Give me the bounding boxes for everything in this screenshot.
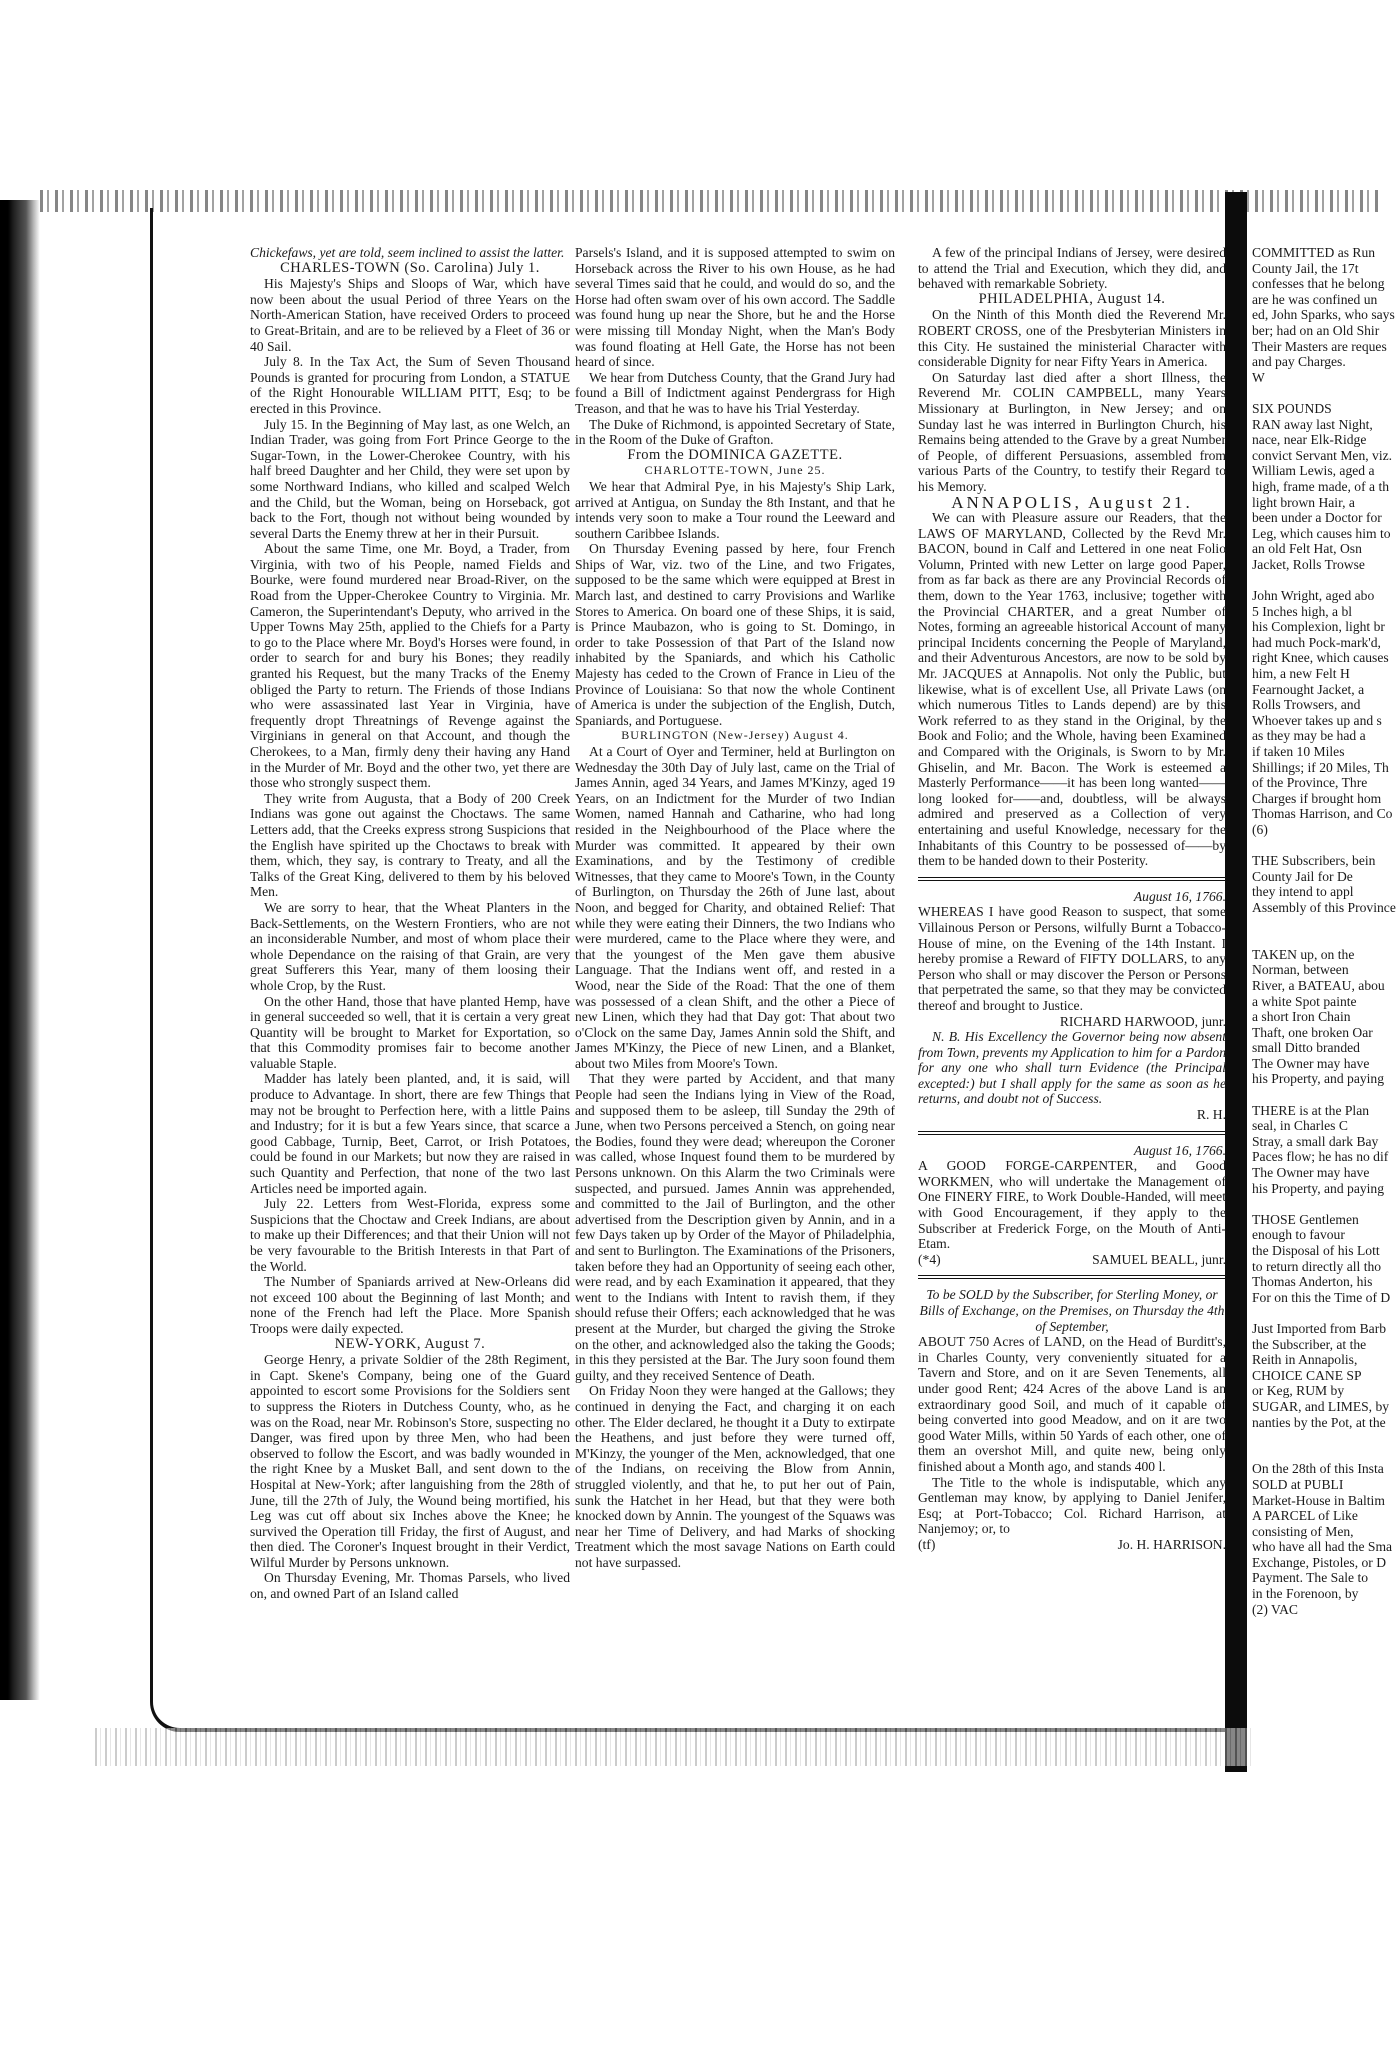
advert-mark: (tf) [918, 1536, 936, 1552]
column-4-line [1252, 1446, 1400, 1462]
column-1 [250, 245, 570, 1705]
column-4-line: his Property, and paying [1252, 1071, 1385, 1087]
page-binding-shadow [1225, 192, 1247, 1772]
column-4-line: who have all had the Sma [1252, 1539, 1393, 1555]
article-paragraph: Madder has lately been planted, and, it is said, will produce to Advantage. In short, there are few Things that may not be brought to Perfection here, with a little Pains and Industry; for it is but a few Years since, that scarce a good Cabbage, Turnip, Beet, Carrot, or Irish Potatoes, could be found in our Markets; but now they are raised in such Quantity and Perfection, that none of the two last Articles need be imported again. [250, 1071, 570, 1196]
column-4-line [1252, 1305, 1400, 1321]
advert-divider [918, 1131, 1226, 1135]
column-4-line: Jacket, Rolls Trowse [1252, 556, 1365, 572]
page-bottom-edge [95, 1728, 1255, 1766]
column-4-line: confesses that he belong [1252, 276, 1385, 292]
column-4-line: River, a BATEAU, abou [1252, 977, 1385, 993]
article-paragraph: About the same Time, one Mr. Boyd, a Trader, from Virginia, with two of his People, named Fields and Bourke, were found murdered near Broad-River, on the Road from the Upper-Cherokee Country to Virginia. Mr. Cameron, the Superintendant's Deputy, who arrived in the Upper Towns May 25th, applied to the Chiefs for a Party to go to the Place where Mr. Boyd's Horses were found, in order to search for and bury his Bones; they readily granted his Request, but the many Tracks of the Enemy obliged the Party to return. The Friends of those Indians who were assassinated last Year in Virginia, have frequently dropt Threatnings of Revenge against the Virginians in general on that Account, and though the Cherokees, to a Man, firmly deny their having any Hand in the Murder of Mr. Boyd and the other two, yet there are those who strongly suspect them. [250, 541, 570, 791]
advert-divider [918, 1275, 1226, 1279]
advert-signature: SAMUEL BEALL, junr. [1092, 1251, 1226, 1267]
advert-tobacco-house-reward: WHEREAS I have good Reason to suspect, that some Villainous Person or Persons, wilfully Burnt a Tobacco-House of mine, on the Evening of the 14th Instant. I hereby promise a Reward of FIFTY DOLLARS, to any Person who shall or may discover the Person or Persons that perpetrated the same, so that they may be convicted thereof and brought to Justice. [918, 904, 1226, 1013]
dateline-burlington: BURLINGTON (New-Jersey) August 4. [621, 728, 849, 743]
article-paragraph: July 8. In the Tax Act, the Sum of Seven Thousand Pounds is granted for procuring from London, a STATUE of the Right Honourable WILLIAM PITT, Esq; to be erected in this Province. [250, 354, 570, 416]
column-4-line: A PARCEL of Like [1252, 1508, 1358, 1524]
column-4-line: Whoever takes up and s [1252, 712, 1382, 728]
dateline-dominica-gazette: From the DOMINICA GAZETTE. [627, 446, 843, 463]
column-4-line: SIX POUNDS [1252, 400, 1332, 416]
column-4-line: SOLD at PUBLI [1252, 1476, 1344, 1492]
column-4-line: 5 Inches high, a bl [1252, 603, 1353, 619]
column-4-line: Payment. The Sale to [1252, 1570, 1369, 1586]
article-text: Chickefaws, yet are told, seem inclined to assist the latter. [250, 245, 565, 260]
dateline-charlotte-town: CHARLOTTE-TOWN, June 25. [644, 463, 826, 478]
column-4-line: TAKEN up, on the [1252, 946, 1355, 962]
article-paragraph: Parsels's Island, and it is supposed attempted to swim on Horseback across the River to his own House, as he had several Times said that he could, and would do so, and the Horse had often swam over of his own accord. The Saddle was found hung up near the Shore, but he and the Horse were missing till Monday Night, when the Man's Body was found floating at Hell Gate, the Horse has not been heard of since. [575, 245, 895, 370]
column-4-line: THE Subscribers, bein [1252, 853, 1376, 869]
column-4-line [1252, 1196, 1400, 1212]
article-paragraph: His Majesty's Ships and Sloops of War, which have now been about the usual Period of three Years on the North-American Station, have received Orders to proceed to Great-Britain, and are to be relieved by a Fleet of 36 or 40 Sail. [250, 276, 570, 354]
article-paragraph: We are sorry to hear, that the Wheat Planters in the Back-Settlements, on the Western Frontiers, who are not an inconsiderable Number, and most of whom place their whole Dependance on the raising of that Grain, are very great Sufferers this Year, many of them loosing their whole Crop, by the Rust. [250, 899, 570, 993]
column-4-line: RAN away last Night, [1252, 416, 1373, 432]
advert-nota-bene: N. B. His Excellency the Governor being now absent from Town, prevents my Application to him for a Pardon for any one who shall turn Evidence (the Principal excepted:) but I shall apply for the same as soon as he returns, and doubt not of Success. [918, 1029, 1226, 1107]
column-4-line: William Lewis, aged a [1252, 463, 1375, 479]
column-4-line: Leg, which causes him to [1252, 525, 1391, 541]
column-4-line: Charges if brought hom [1252, 790, 1382, 806]
column-4-line: or Keg, RUM by [1252, 1383, 1345, 1399]
advert-land-sale: ABOUT 750 Acres of LAND, on the Head of Burditt's, in Charles County, very conveniently situated for a Tavern and Store, and on it are Seven Tenements, all under good Rent; 424 Acres of the above Land is an extraordinary good Soil, and much of it capable of being converted into good Meadow, and on it are two good Water Mills, within 50 Yards of each other, one of them an overshot Mill, and quite new, being only finished about a Month ago, and stands 400 l. [918, 1334, 1226, 1474]
column-4-line: small Ditto branded [1252, 1040, 1360, 1056]
article-paragraph: On Thursday Evening passed by here, four French Ships of War, viz. two of the Line, and two Frigates, supposed to be the same which were equipped at Brest in March last, and destined to carry Provisions and Warlike Stores to America. On board one of these Ships, it is said, is Prince Maubazon, who is going to St. Domingo, in order to take Possession of that Part of the Island now inhabited by the Spaniards, and which his Catholic Majesty has ceded to the Crown of France in Lieu of the Province of Louisiana: So that now the whole Continent of America is under the subjection of the English, Dutch, Spaniards, and Portuguese. [575, 541, 895, 728]
advert-initials: R. H. [1196, 1107, 1226, 1123]
column-4-line: him, a new Felt H [1252, 666, 1350, 682]
column-4-line: John Wright, aged abo [1252, 588, 1375, 604]
column-4-line: an old Felt Hat, Osn [1252, 541, 1362, 557]
advert-land-sale-title: The Title to the whole is indisputable, which any Gentleman may know, by applying to Daniel Jenifer, Esq; at Port-Tobacco; Col. Richard Harrison, at Nanjemoy; or, to [918, 1474, 1226, 1537]
column-4-line: the Disposal of his Lott [1252, 1243, 1380, 1258]
column-2 [575, 245, 895, 1705]
column-4-line: Assembly of this Province [1252, 899, 1396, 915]
column-4-line: Market-House in Baltim [1252, 1492, 1385, 1508]
column-4-line [1252, 916, 1400, 932]
article-paragraph: We hear that Admiral Pye, in his Majesty's Ship Lark, arrived at Antigua, on Sunday the 8th Instant, and that he intends very soon to make a Tour round the Leeward and southern Caribbee Islands. [575, 478, 895, 541]
column-4-line: Fearnought Jacket, a [1252, 681, 1365, 697]
advert-date: August 16, 1766. [1133, 1142, 1226, 1158]
article-paragraph: July 22. Letters from West-Florida, express some Suspicions that the Choctaw and Creek Indians, are about to make up their Differences; and that their Union will not be very favourable to the British Interests in that Part of the World. [250, 1196, 570, 1274]
column-4-line: enough to favour [1252, 1227, 1345, 1243]
article-paragraph: At a Court of Oyer and Terminer, held at Burlington on Wednesday the 30th Day of July last, came on the Trial of James Annin, aged 34 Years, and James M'Kinzy, aged 19 Years, on an Indictment for the Murder of two Indian Women, named Hannah and Catharine, who had long resided in the Neighbourhood of the Place where the Murder was committed. It appeared by their own Examinations, and by the Testimony of credible Witnesses, that they came to Moore's Town, in the County of Burlington, on Thursday the 26th of June last, about Noon, and begged for Charity, and obtained Relief: That while they were eating their Dinners, the two Indians who were murdered, came to the Place where they were, and that the youngest of the Men gave them abusive Language. That the Indians went off, and rested in a Wood, near the Side of the Road: That the one of them was possessed of a clean Shift, and the other a Piece of new Linen, which they had that Day got: That about two o'Clock on the same Day, James Annin sold the Shift, and James M'Kinzy, the Piece of new Linen, and a Blanket, about two Miles from Moore's Town. [575, 744, 895, 1071]
dateline-new-york: NEW-YORK, August 7. [334, 1335, 486, 1352]
column-4-line: a short Iron Chain [1252, 1009, 1351, 1025]
column-4-line: nace, near Elk-Ridge [1252, 432, 1367, 448]
column-4-cropped [1252, 245, 1400, 1705]
column-4-line: are he was confined un [1252, 291, 1378, 307]
article-paragraph: On Friday Noon they were hanged at the Gallows; they continued in denying the Fact, and charging it on each other. The Elder declared, he thought it a Duty to extirpate the Heathens, and just before they were turned off, M'Kinzy, the younger of the Men, acknowledged, that one of the Indians, on receiving the Blow from Annin, struggled violently, and that he, to put her out of Pain, sunk the Hatchet in her Head, but that they were both knocked down by Annin. The youngest of the Squaws was near her Time of Delivery, and had Marks of shocking Treatment which the most savage Nations on Earth could not have surpassed. [575, 1383, 895, 1570]
column-4-line: his Property, and paying [1252, 1180, 1385, 1196]
column-4-line [1252, 385, 1400, 401]
column-4-line [1252, 1430, 1400, 1446]
scan-left-edge [0, 200, 40, 1700]
article-paragraph: We can with Pleasure assure our Readers, that the LAWS OF MARYLAND, Collected by the Revd Mr. BACON, bound in Calf and Lettered in one neat Folio Volumn, Printed with new Letter on large good Paper, from as far back as there are any Provincial Records of them, down to the Year 1763, inclusive; together with the Provincial CHARTER, and a great Number of Notes, forming an agreeable historical Account of many principal Incidents concerning the People of Maryland, and their Adventurous Ancestors, are now to be sold by Mr. JACQUES at Annapolis. Not only the Public, but likewise, what is of excellent Use, all Private Laws (on which numerous Titles to Lands depend) are by this Work referred to as they stand in the Original, by the Book and Folio; and the Whole, having been Examined and Compared with the Originals, is Sworn to by Mr. Ghiselin, and Mr. Bacon. The Work is esteemed a Masterly Performance——it has been long wanted——long looked for——and, doubtless, will be always admired and preserved as a Collection of very entertaining and useful Knowledge, necessary for the Inhabitants of this Country to be possessed of——by them to be handed down to their Posterity. [918, 510, 1226, 869]
column-4-line: Exchange, Pistoles, or D [1252, 1554, 1387, 1570]
article-paragraph: On the other Hand, those that have planted Hemp, have in general succeeded so well, that it is certain a very great Quantity will be brought to Market for Exportation, so that this Commodity promises fair to become another valuable Staple. [250, 993, 570, 1071]
column-4-line: On the 28th of this Insta [1252, 1461, 1384, 1477]
column-4-line: Reith in Annapolis, [1252, 1352, 1358, 1368]
column-4-line: THOSE Gentlemen [1252, 1211, 1359, 1227]
advert-divider [918, 877, 1226, 881]
advert-signature-line [918, 1537, 1226, 1553]
column-4-line: Norman, between [1252, 962, 1349, 978]
column-4-line: consisting of Men, [1252, 1523, 1354, 1539]
article-paragraph: The Duke of Richmond, is appointed Secretary of State, in the Room of the Duke of Grafton. [575, 416, 895, 448]
column-4-line: been under a Doctor for [1252, 510, 1382, 526]
advert-signature: Jo. H. HARRISON. [1117, 1536, 1226, 1552]
column-4-line: Just Imported from Barb [1252, 1320, 1387, 1336]
column-4-line: The Owner may have [1252, 1165, 1370, 1181]
column-4-line: The Owner may have [1252, 1055, 1370, 1071]
column-4-line: For on this the Time of D [1252, 1289, 1391, 1305]
article-paragraph: On the Ninth of this Month died the Reverend Mr. ROBERT CROSS, one of the Presbyterian Ministers in this City. He sustained the ministerial Character with considerable Dignity for near Fifty Years in America. [918, 307, 1226, 370]
column-4-line: (6) [1252, 821, 1268, 837]
article-paragraph: That they were parted by Accident, and that many People had seen the Indians lying in View of the Road, and supposed them to be asleep, till Sunday the 29th of June, when two Persons perceived a Stench, on going near the Bodies, found they were dead; whereupon the Coroner was called, whose Inquest found them to be murdered by Persons unknown. On this Alarm the two Criminals were suspected, and pursued. James Annin was apprehended, and committed to the Jail of Burlington, and the other advertised from the Description given by Annin, and in a few Days taken up by Order of the Mayor of Philadelphia, and sent to Burlington. The Examinations of the Prisoners, taken before they had an Opportunity of seeing each other, were read, and by each Examination it appeared, that they went to the Indians with Intent to ravish them, if they should refuse their Offers; each acknowledged that he was present at the Murder, but charged the giving the Stroke on the other, and acknowledged also the taking the Goods; in this they persisted at the Bar. The Jury soon found them guilty, and they received Sentence of Death. [575, 1071, 895, 1383]
article-paragraph: A few of the principal Indians of Jersey, were desired to attend the Trial and Execution, which they did, and behaved with remarkable Sobriety. [918, 245, 1226, 292]
column-4-line: a white Spot painte [1252, 993, 1357, 1009]
article-paragraph: On Thursday Evening, Mr. Thomas Parsels, who lived on, and owned Part of an Island called [250, 1570, 570, 1602]
dateline-charles-town: CHARLES-TOWN (So. Carolina) July 1. [280, 259, 540, 276]
column-4-line: to return directly all tho [1252, 1258, 1382, 1274]
column-4-line: ber; had on an Old Shir [1252, 322, 1380, 338]
column-4-line: Thomas Harrison, and Co [1252, 806, 1393, 822]
sale-heading: To be SOLD by the Subscriber, for Sterling Money, or Bills of Exchange, on the Premises, on Thursday the 4th of September, [919, 1287, 1225, 1334]
column-4-line: County Jail for De [1252, 868, 1353, 884]
column-4-line: nanties by the Pot, at the [1252, 1414, 1386, 1430]
article-paragraph: They write from Augusta, that a Body of 200 Creek Indians was gone out against the Choctaws. The same Letters add, that the Creeks express strong Suspicions that the English have spirited up the Choctaws to break with them, which, they say, is contrary to Treaty, and all the Talks of the Great King, delivered to them by his beloved Men. [250, 790, 570, 900]
column-4-line: COMMITTED as Run [1252, 245, 1376, 260]
column-4-line: (2) VAC [1252, 1601, 1298, 1617]
dateline-philadelphia: PHILADELPHIA, August 14. [978, 290, 1166, 307]
article-paragraph: July 15. In the Beginning of May last, as one Welch, an Indian Trader, was going from Fort Prince George to the Sugar-Town, in the Lower-Cherokee Country, with his half breed Daughter and her Child, they were set upon by some Northward Indians, who killed and scalped Welch and the Child, but the Woman, being on Horseback, got back to the Fort, though not without being wounded by several Darts the Enemy threw at her in their Pursuit. [250, 416, 570, 541]
article-paragraph: George Henry, a private Soldier of the 28th Regiment, in Capt. Skene's Company, being one of the Guard appointed to escort some Provisions for the Soldiers sent to suppress the Rioters in Dutchess County, who, as he was on the Road, near Mr. Robinson's Store, suspecting no Danger, was fired upon by three Men, who had been observed to follow the Escort, and was badly wounded in the right Knee by a Musket Ball, and sent down to the Hospital at New-York; after languishing from the 28th of June, till the 27th of July, the Wound being mortified, his Leg was cut off about six Inches above the Knee; he survived the Operation till Friday, the first of August, and then died. The Coroner's Inquest brought in their Verdict, Wilful Murder by Persons unknown. [250, 1352, 570, 1570]
column-4-line: as they may be had a [1252, 728, 1366, 744]
advert-signature: RICHARD HARWOOD, junr. [1059, 1013, 1226, 1029]
column-4-line: W [1252, 369, 1265, 385]
column-4-line: his Complexion, light br [1252, 619, 1385, 635]
column-4-line [1252, 1087, 1400, 1103]
column-4-line: SUGAR, and LIMES, by [1252, 1398, 1390, 1414]
column-4-line: County Jail, the 17t [1252, 260, 1359, 276]
advert-mark: (*4) [918, 1251, 941, 1267]
column-4-line: Shillings; if 20 Miles, Th [1252, 759, 1389, 775]
column-4-line: Thomas Anderton, his [1252, 1274, 1373, 1290]
article-paragraph: We hear from Dutchess County, that the Grand Jury had found a Bill of Indictment against Pendergrass for High Treason, and that he was to have his Trial Yesterday. [575, 369, 895, 416]
column-4-line: if taken 10 Miles [1252, 744, 1345, 759]
column-4-line: THERE is at the Plan [1252, 1102, 1370, 1118]
column-4-line: seal, in Charles C [1252, 1118, 1348, 1134]
column-4-line: in the Forenoon, by [1252, 1586, 1359, 1602]
column-4-line [1252, 838, 1400, 854]
column-4-line: Rolls Trowsers, and [1252, 697, 1361, 713]
advert-forge-carpenter: A GOOD FORGE-CARPENTER, and Good WORKMEN, who will undertake the Management of One FINERY FIRE, to Work Double-Handed, will meet with Good Encouragement, if they apply to the Subscriber at Frederick Forge, on the Mouth of Anti-Etam. [918, 1158, 1226, 1252]
column-4-line [1252, 931, 1400, 947]
article-paragraph: The Number of Spaniards arrived at New-Orleans did not exceed 100 about the Beginning of last Month; and none of the French had left the Place. More Spanish Troops were daily expected. [250, 1274, 570, 1336]
column-4-line: ed, John Sparks, who says [1252, 307, 1395, 323]
column-4-line: they intend to appl [1252, 884, 1354, 900]
column-4-line: Paces flow; he has no dif [1252, 1149, 1389, 1165]
column-4-line: convict Servant Men, viz. [1252, 447, 1393, 463]
column-4-line: CHOICE CANE SP [1252, 1367, 1362, 1383]
dateline-annapolis: ANNAPOLIS, August 21. [951, 492, 1193, 512]
column-4-line: right Knee, which causes [1252, 650, 1389, 666]
column-4-line: Stray, a small dark Bay [1252, 1133, 1379, 1149]
column-4-line: and pay Charges. [1252, 354, 1346, 370]
advert-date: August 16, 1766. [1133, 888, 1226, 904]
column-4-line: Thaft, one broken Oar [1252, 1024, 1373, 1040]
column-4-line: the Subscriber, at the [1252, 1336, 1367, 1352]
column-4-line: light brown Hair, a [1252, 494, 1355, 510]
column-3 [918, 245, 1226, 1705]
column-4-line [1252, 572, 1400, 588]
column-4-line: high, frame made, of a th [1252, 478, 1390, 494]
column-4-line: of the Province, Thre [1252, 775, 1368, 791]
column-4-line: Their Masters are reques [1252, 338, 1387, 354]
column-4-line: had much Pock-mark'd, [1252, 634, 1381, 650]
article-paragraph: On Saturday last died after a short Illness, the Reverend Mr. COLIN CAMPBELL, many Years Missionary at Burlington, in New Jersey; and on Sunday last he was interred in Burlington Church, his Remains being attended to the Grave by a great Number of People, of different Persuasions, assembled from various Parts of the Country, to testify their Regard to his Memory. [918, 369, 1226, 494]
advert-signature-line [918, 1252, 1226, 1268]
